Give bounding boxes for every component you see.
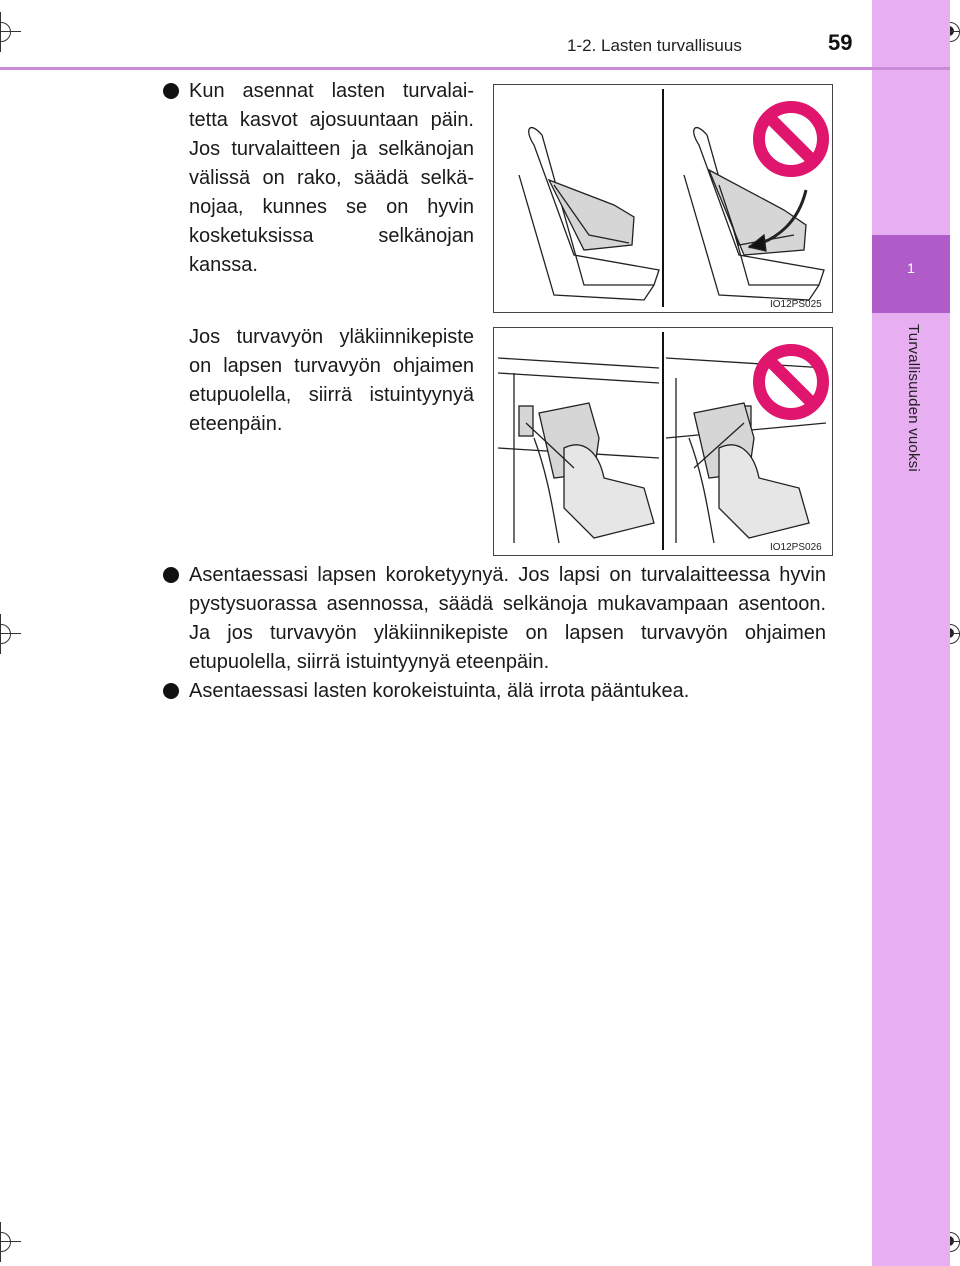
seat-belt-illustration <box>494 328 832 555</box>
bullet-icon <box>163 683 179 699</box>
item3-text: Asentaessasi lasten korokeistuinta, älä irrota pääntukea. <box>189 680 690 702</box>
crop-mark-icon <box>0 12 21 52</box>
section-title: 1-2. Lasten turvallisuus <box>567 36 742 55</box>
prohibition-icon <box>759 350 823 414</box>
prohibition-icon <box>759 107 823 171</box>
item1-sub-text: Jos turvavyön yläkiinnikepiste on lapsen turvavyön ohjaimen etupuolella, siirrä istuintyynyä eteenpäin. <box>189 326 474 435</box>
bullet-icon <box>163 83 179 99</box>
crop-mark-icon <box>0 614 21 654</box>
item2-text: Asentaessasi lapsen koroketyynyä. Jos lapsi on turvalaitteessa hyvin pystysuorassa asennossa, säädä selkänoja mukavampaan asentoon. Ja jos turvavyön yläkiinnikepiste on lapsen turvavyön ohjaimen etupuolella, siirrä istuintyynyä eteenpäin. <box>189 564 826 673</box>
chapter-number: 1 <box>907 260 915 276</box>
crop-mark-icon <box>0 1222 21 1262</box>
header-rule <box>0 67 950 70</box>
car-seat-illustration <box>494 85 832 312</box>
bullet-icon <box>163 567 179 583</box>
chapter-title: Turvallisuuden vuoksi <box>905 324 922 472</box>
figure-label: IO12PS025 <box>770 299 822 310</box>
figure-label: IO12PS026 <box>770 542 822 553</box>
item1-text: Kun asennat lasten turvalai-tetta kasvot ajosuuntaan päin. Jos turvalaitteen ja selkänojan välissä on rako, säädä selkä-nojaa, kunnes se on hyvin kosketuksissa selkänojan kanssa. <box>189 80 474 276</box>
chapter-sidebar <box>872 0 950 1266</box>
figure-seat-recline <box>493 84 833 313</box>
page-number: 59 <box>828 30 853 55</box>
figure-belt-position <box>493 327 833 556</box>
